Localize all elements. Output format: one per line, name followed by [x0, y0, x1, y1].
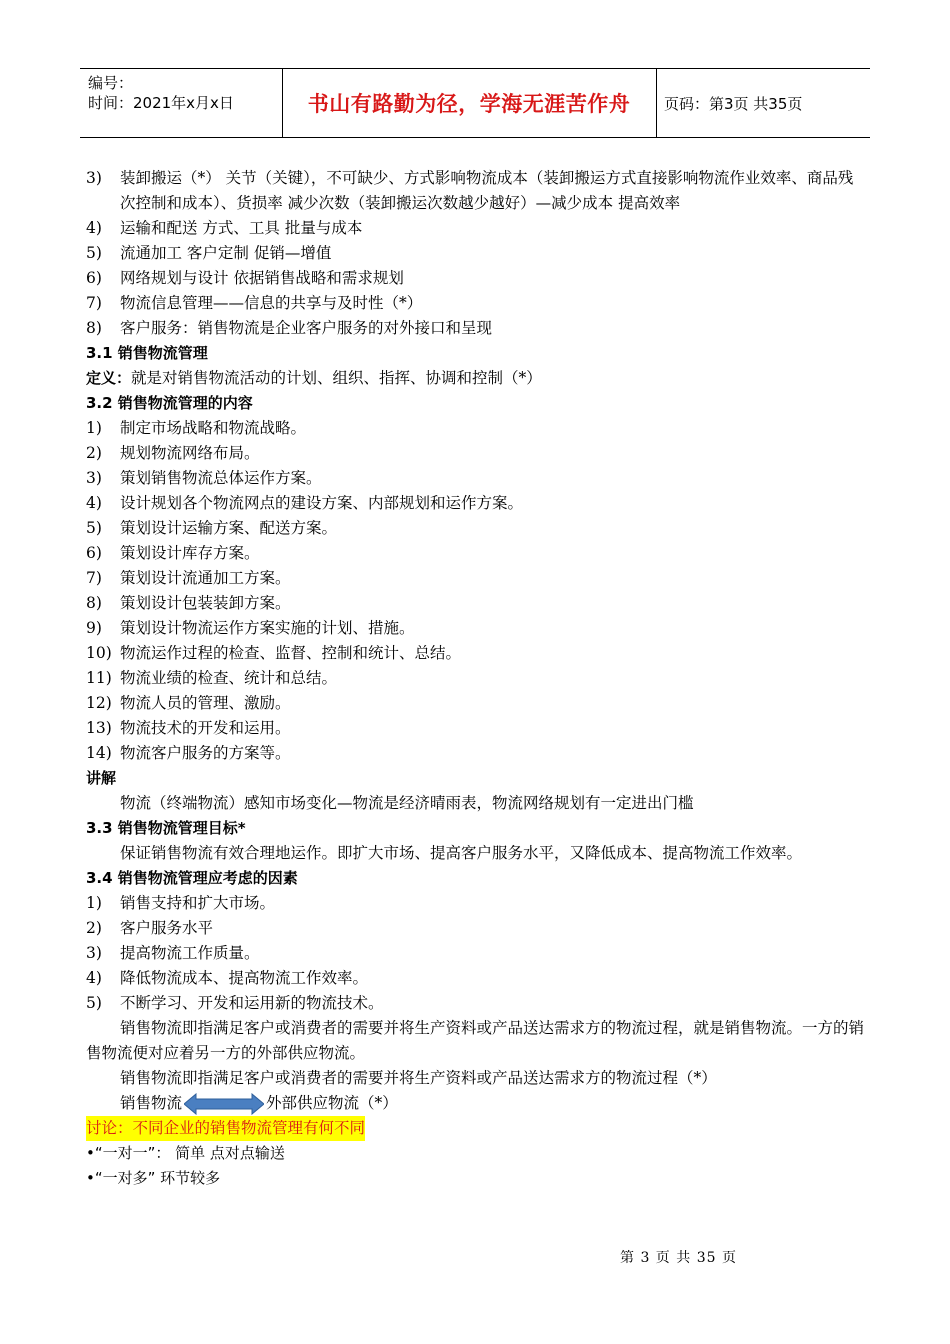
discussion-highlight: 讨论：不同企业的销售物流管理有何不同: [86, 1116, 365, 1141]
list-item: [86, 591, 866, 616]
list-number: 14): [86, 744, 112, 762]
content-list: [86, 416, 866, 766]
list-item: [86, 541, 866, 566]
document-body: [86, 166, 866, 1191]
page-header: [80, 68, 870, 138]
list-item: [86, 216, 866, 241]
list-text: 网络规划与设计 依据销售战略和需求规划: [120, 269, 404, 287]
list-text: 物流运作过程的检查、监督、控制和统计、总结。: [120, 644, 462, 662]
list-number: 2): [86, 444, 102, 462]
factors-list: [86, 891, 866, 1016]
number-label: 编号：: [88, 74, 134, 92]
list-number: 3): [86, 469, 102, 487]
list-text: 物流人员的管理、激励。: [120, 694, 291, 712]
list-text: 物流客户服务的方案等。: [120, 744, 291, 762]
list-number: 10): [86, 644, 112, 662]
definition: [86, 366, 866, 391]
bullet-item: •“一对多” 环节较多: [86, 1169, 221, 1187]
list-number: 8): [86, 319, 102, 337]
list-item: [86, 566, 866, 591]
list-number: 13): [86, 719, 112, 737]
list-item: [86, 941, 866, 966]
header-meta: [88, 73, 234, 113]
list-text: 流通加工 客户定制 促销—增值: [120, 244, 332, 262]
list-number: 4): [86, 494, 102, 512]
section-heading: 3.3 销售物流管理目标*: [86, 819, 246, 837]
paragraph: 销售物流即指满足客户或消费者的需要并将生产资料或产品送达需求方的物流过程，就是销售物流。一方的销售物流便对应着另一方的外部供应物流。: [86, 1019, 865, 1062]
list-item: [86, 291, 866, 316]
section-heading: 3.2 销售物流管理的内容: [86, 394, 253, 412]
list-item: [86, 741, 866, 766]
list-item: [86, 641, 866, 666]
list-item: [86, 491, 866, 516]
list-text: 降低物流成本、提高物流工作效率。: [120, 969, 369, 987]
list-item: [86, 241, 866, 266]
list-number: 7): [86, 294, 102, 312]
section-heading: 讲解: [86, 769, 117, 787]
list-number: 3): [86, 169, 102, 187]
definition-label: 定义：: [86, 369, 132, 387]
list-text: 策划设计流通加工方案。: [120, 569, 291, 587]
section-heading: 3.4 销售物流管理应考虑的因素: [86, 869, 298, 887]
double-arrow-icon: [184, 1093, 264, 1115]
list-text: 运输和配送 方式、工具 批量与成本: [120, 219, 363, 237]
list-number: 1): [86, 419, 102, 437]
list-text: 不断学习、开发和运用新的物流技术。: [120, 994, 384, 1012]
list-number: 9): [86, 619, 102, 637]
list-item: [86, 441, 866, 466]
list-text: 物流信息管理——信息的共享与及时性（*）: [120, 294, 423, 312]
list-number: 4): [86, 969, 102, 987]
discussion-line: [86, 1116, 866, 1141]
list-text: 制定市场战略和物流战略。: [120, 419, 307, 437]
list-item: [86, 891, 866, 916]
list-number: 8): [86, 594, 102, 612]
list-item: [86, 691, 866, 716]
list-item: [86, 966, 866, 991]
list-number: 6): [86, 544, 102, 562]
definition-text: 就是对销售物流活动的计划、组织、指挥、协调和控制（*）: [131, 369, 542, 387]
relation-line: [86, 1091, 866, 1116]
list-text: 策划设计物流运作方案实施的计划、措施。: [120, 619, 415, 637]
time-label: 时间：2021年x月x日: [88, 94, 234, 112]
list-text: 物流技术的开发和运用。: [120, 719, 291, 737]
list-text: 策划设计库存方案。: [120, 544, 260, 562]
list-number: 5): [86, 519, 102, 537]
bullet-item: •“一对一”： 简单 点对点输送: [86, 1144, 285, 1162]
list-a: [86, 166, 866, 341]
relation-right: 外部供应物流（*）: [266, 1094, 398, 1112]
list-item: [86, 716, 866, 741]
list-number: 11): [86, 669, 112, 687]
list-text: 物流业绩的检查、统计和总结。: [120, 669, 338, 687]
list-number: 7): [86, 569, 102, 587]
header-motto: 书山有路勤为径，学海无涯苦作舟: [307, 92, 631, 116]
list-number: 1): [86, 894, 102, 912]
relation-left: 销售物流: [120, 1094, 183, 1112]
list-text: 销售支持和扩大市场。: [120, 894, 276, 912]
header-page-info: 页码：第3页 共35页: [664, 94, 803, 113]
list-item: [86, 616, 866, 641]
list-text: 策划销售物流总体运作方案。: [120, 469, 322, 487]
list-item: [86, 316, 866, 341]
list-number: 6): [86, 269, 102, 287]
list-number: 5): [86, 994, 102, 1012]
header-divider: [656, 69, 657, 137]
list-number: 5): [86, 244, 102, 262]
page-footer: 第 3 页 共 35 页: [620, 1250, 737, 1266]
list-number: 2): [86, 919, 102, 937]
goal-paragraph: 保证销售物流有效合理地运作。即扩大市场、提高客户服务水平，又降低成本、提高物流工作效率。: [120, 844, 803, 862]
list-item: [86, 416, 866, 441]
list-item: [86, 916, 866, 941]
list-text: 客户服务水平: [120, 919, 214, 937]
explain-text: 物流（终端物流）感知市场变化—物流是经济晴雨表，物流网络规划有一定进出门槛: [120, 794, 694, 812]
bullet-list: [86, 1141, 866, 1191]
list-text: 客户服务：销售物流是企业客户服务的对外接口和呈现: [120, 319, 493, 337]
paragraph: 销售物流即指满足客户或消费者的需要并将生产资料或产品送达需求方的物流过程（*）: [120, 1069, 717, 1087]
list-number: 3): [86, 944, 102, 962]
list-item: [86, 466, 866, 491]
list-item: [86, 516, 866, 541]
list-text: 装卸搬运（*） 关节（关键），不可缺少、方式影响物流成本（装卸搬运方式直接影响物流作业效率、商品残次控制和成本）、货损率 减少次数（装卸搬运次数越少越好）—减少成本 提高效率: [120, 169, 854, 212]
list-text: 设计规划各个物流网点的建设方案、内部规划和运作方案。: [120, 494, 524, 512]
list-text: 策划设计包装装卸方案。: [120, 594, 291, 612]
list-item: [86, 166, 866, 216]
list-text: 策划设计运输方案、配送方案。: [120, 519, 338, 537]
section-heading: 3.1 销售物流管理: [86, 344, 208, 362]
list-text: 提高物流工作质量。: [120, 944, 260, 962]
list-item: [86, 991, 866, 1016]
list-text: 规划物流网络布局。: [120, 444, 260, 462]
list-number: 4): [86, 219, 102, 237]
list-item: [86, 666, 866, 691]
list-number: 12): [86, 694, 112, 712]
list-item: [86, 266, 866, 291]
